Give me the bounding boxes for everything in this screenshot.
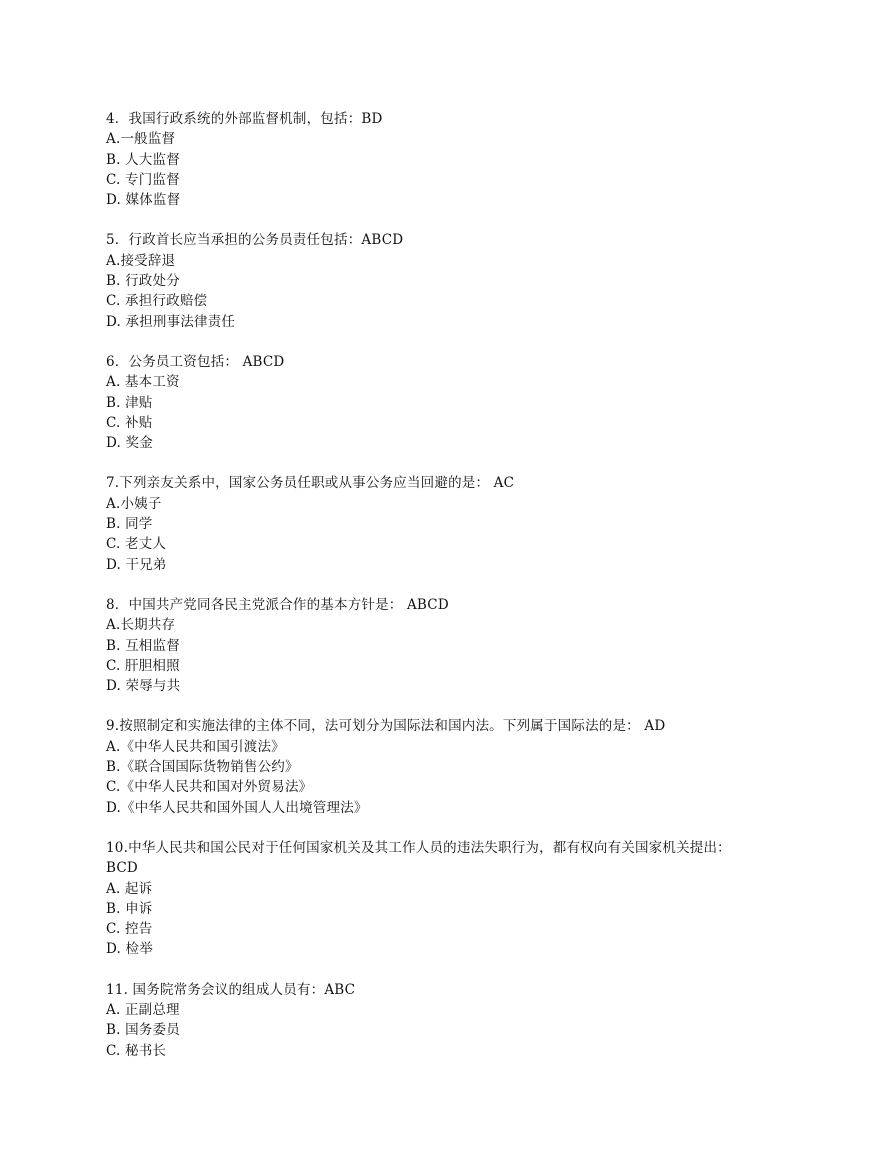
question-8 (106, 595, 806, 696)
option-a: A. 起诉 (106, 880, 153, 897)
option-b: B. 互相监督 (106, 637, 180, 654)
question-stem: 9.按照制定和实施法律的主体不同，法可划分为国际法和国内法。下列属于国际法的是： AD (106, 718, 666, 735)
option-b: B. 国务委员 (106, 1022, 180, 1039)
question-9 (106, 716, 806, 817)
option-a: A. 基本工资 (106, 374, 180, 391)
option-c: C. 承担行政赔偿 (106, 293, 208, 310)
option-c: C. 专门监督 (106, 171, 180, 188)
option-b: B. 申诉 (106, 900, 153, 917)
option-c: C. 控告 (106, 921, 153, 938)
option-a: A. 正副总理 (106, 1001, 180, 1018)
option-c: C. 秘书长 (106, 1042, 167, 1059)
option-a: A.小姨子 (106, 495, 162, 512)
option-d: D. 检举 (106, 941, 153, 958)
question-stem-continued: BCD (106, 860, 138, 877)
option-b: B. 行政处分 (106, 273, 180, 290)
question-stem: 10.中华人民共和国公民对于任何国家机关及其工作人员的违法失职行为，都有权向有关国家机关提出： (106, 839, 731, 856)
option-d: D. 干兄弟 (106, 556, 167, 573)
option-c: C. 补贴 (106, 414, 153, 431)
document-page (106, 109, 806, 1081)
option-b: B. 人大监督 (106, 151, 180, 168)
question-stem: 7.下列亲友关系中，国家公务员任职或从事公务应当回避的是： AC (106, 475, 515, 492)
option-d: D. 承担刑事法律责任 (106, 313, 236, 330)
option-d: D. 媒体监督 (106, 192, 181, 209)
option-a: A.接受辞退 (106, 252, 176, 269)
option-c: C.《中华人民共和国对外贸易法》 (106, 779, 313, 796)
question-stem: 6．公务员工资包括： ABCD (106, 353, 285, 370)
question-7 (106, 473, 806, 574)
question-10 (106, 838, 806, 960)
option-a: A.长期共存 (106, 617, 176, 634)
option-a: A.一般监督 (106, 131, 176, 148)
question-stem: 4．我国行政系统的外部监督机制，包括：BD (106, 111, 383, 127)
question-4 (106, 109, 806, 210)
option-d: D. 奖金 (106, 435, 153, 452)
option-d: D.《中华人民共和国外国人人出境管理法》 (106, 799, 368, 816)
option-c: C. 肝胆相照 (106, 657, 180, 674)
question-6 (106, 352, 806, 453)
option-c: C. 老丈人 (106, 536, 167, 553)
question-stem: 5．行政首长应当承担的公务员责任包括：ABCD (106, 232, 404, 249)
question-stem: 8．中国共产党同各民主党派合作的基本方针是： ABCD (106, 596, 449, 613)
option-d: D. 荣辱与共 (106, 678, 181, 695)
option-b: B. 津贴 (106, 394, 153, 411)
question-stem: 11. 国务院常务会议的组成人员有：ABC (106, 981, 356, 998)
question-5 (106, 230, 806, 331)
option-a: A.《中华人民共和国引渡法》 (106, 738, 285, 755)
option-b: B.《联合国国际货物销售公约》 (106, 759, 299, 776)
option-b: B. 同学 (106, 516, 153, 533)
question-11 (106, 980, 806, 1061)
